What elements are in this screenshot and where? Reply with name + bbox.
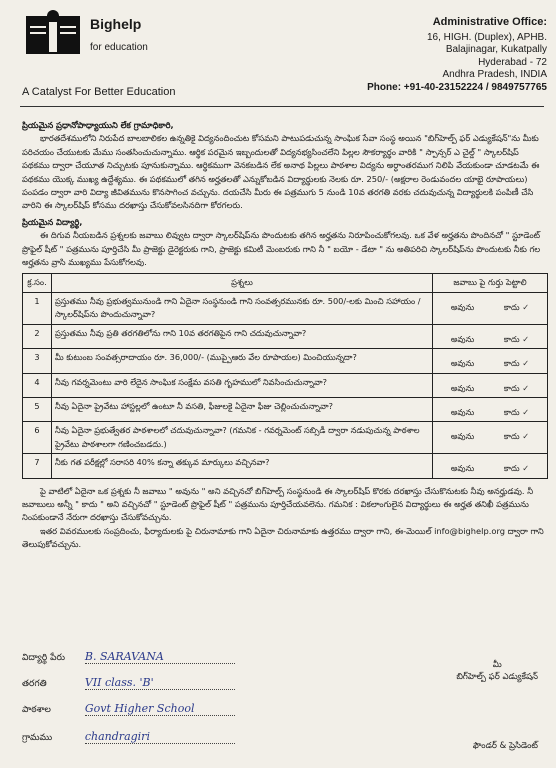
col-question: ప్రశ్నలు: [52, 274, 433, 292]
row-number: 4: [23, 373, 52, 397]
row-number: 7: [23, 454, 52, 478]
row-answer[interactable]: [433, 349, 548, 373]
school-row: [22, 702, 235, 717]
school-label: పాఠశాల: [22, 705, 51, 715]
row-answer[interactable]: [433, 292, 548, 324]
row-question: నీకు గత పరీక్షల్లో సరాసరి 40% కన్నా తక్కువ మార్కులు వచ్చినవా?: [52, 454, 433, 478]
yes-option[interactable]: అవును: [450, 382, 475, 393]
col-answer: జవాబు పై గుర్తు పెట్టాలి: [433, 274, 548, 292]
bighelp-logo: [24, 10, 82, 60]
brand-subtitle: for education: [90, 42, 148, 53]
village-field[interactable]: chandragiri: [85, 730, 235, 744]
check-mark-icon: ✓: [522, 382, 530, 393]
table-header: [23, 274, 548, 292]
row-answer[interactable]: [433, 397, 548, 421]
row-number: 5: [23, 397, 52, 421]
address-line: Andhra Pradesh, INDIA: [442, 69, 547, 80]
row-answer[interactable]: [433, 454, 548, 478]
col-sno: క్ర.సం.: [23, 274, 52, 292]
yes-option[interactable]: అవును: [450, 333, 475, 344]
intro-paragraph: భారతదేశములోని నిరుపేద బాలబాలికల ఉన్నతికై విద్యనందించుట కోసమని పాటుపడుచున్న సాంఘిక సేవా సంస్థ అయిన "బిగ్‌హెల్ప్ ఫర్ ఎడ్యుకేషన్"ను మీకు పరిచయం చేయుటకు మేము సంతసించుచున్నాము. ఆర్థిక పరమైన ఇబ్బందులతో విద్యనభ్యసించలేని పిల్లల సౌకర్యార్థం వారికి " స్పాన్సర్ ఎ చైల్డ్ " స్కాలర్‌షిప్ పథకము ద్వారా చేయూత నిచ్చుటకు పూనుకున్నాము. ఆర్థికముగా వెనకబడిన లేక అనాథ పిల్లలు పాఠశాల విద్యను అర్ధాంతరముగ నిలిపి వేయకుండా చూడటమే ఈ పథకము యొక్క ముఖ్య ఉద్దేశ్యము. ఈ పథకములో తగిన అర్హతలతో ఎన్నుకోబడిన విద్యార్థులకు నెలకు రూ. 250/- (అక్షరాల రెండువందల యాభై రూపాయలు) పంపడం ద్వారా వారి విద్యా జీవితమును కొనసాగించ వచ్చును. దయచేసి మీరు ఈ పత్రముగు 5 నుండి 10వ తరగతి వరకు చదువుచున్న విద్యార్థులకి పంపిణీ చేసి వారిని ఈ స్కాలర్‌షిప్ కోసము దరఖాస్తు చేసుకోవలసినదిగా కోరగలరు.: [22, 133, 540, 211]
village-row: [22, 730, 235, 745]
village-label: గ్రామము: [22, 733, 53, 743]
student-name-field[interactable]: B. SARAVANA: [85, 650, 235, 664]
no-option[interactable]: కాదు ✓: [503, 431, 530, 442]
student-name-label: విద్యార్థి పేరు: [22, 653, 65, 663]
letter-body: [22, 119, 546, 552]
check-mark-icon: ✓: [522, 333, 530, 344]
yes-option[interactable]: అవును: [450, 358, 475, 369]
signature-block: [456, 660, 538, 684]
row-question: ప్రస్తుతము నీవు ప్రతి తరగతిలోను గాని 10వ తరగతిపైన గాని చదువుచున్నావా?: [52, 324, 433, 348]
eligibility-note: పై వాటిలో ఏదైనా ఒక ప్రశ్నకు నీ జవాబు " అవును " అని వచ్చినచో బిగ్‌హెల్ప్ సంస్థనుండి ఈ స్కాలర్‌షిప్ కొరకు దరఖాస్తు చేసుకొనుటకు నీవు అనర్హుడవు. నీ జవాబులు అన్నీ " కాదు " అని వచ్చినచో " స్టూడెంట్ ప్రొఫైల్ షీట్ " పత్రమును పూర్తిచేయవలెను. గమనిక : వికలాంగులైన విద్యార్థులు ఈ అర్హత తనిఖీ పత్రమును నింపకుండానే నేరుగా దరఖాస్తు చేసుకోవచ్చును.: [22, 485, 534, 523]
table-row: [23, 454, 548, 478]
yes-option[interactable]: అవును: [450, 463, 475, 474]
phone: Phone: +91-40-23152224 / 9849757765: [367, 81, 547, 93]
address-line: 16, HIGH. (Duplex), APHB.: [426, 31, 547, 43]
row-answer[interactable]: [433, 373, 548, 397]
no-option[interactable]: కాదు ✓: [503, 406, 530, 417]
brand-name: Bighelp: [90, 16, 142, 32]
sign-line2: బిగ్‌హెల్ప్ ఫర్ ఎడ్యుకేషన్: [456, 672, 538, 682]
table-row: [23, 324, 548, 348]
no-option[interactable]: కాదు ✓: [503, 382, 530, 393]
yes-option[interactable]: అవును: [450, 301, 475, 312]
row-number: 1: [23, 292, 52, 324]
check-mark-icon: ✓: [522, 301, 530, 312]
row-question: ప్రస్తుతము నీవు ప్రభుత్వమునుండి గాని ఏదైనా సంస్థనుండి గాని సంవత్సరమునకు రూ. 500/-లకు మించి సహాయం / స్కాలర్‌షిప్‌ను పొందుచున్నావా?: [52, 292, 433, 324]
tagline: A Catalyst For Better Education: [22, 86, 176, 98]
no-option[interactable]: కాదు ✓: [503, 358, 530, 369]
yes-option[interactable]: అవును: [450, 406, 475, 417]
address-line: Hyderabad - 72: [478, 56, 547, 68]
table-row: [23, 292, 548, 324]
salutation-student: ప్రియమైన విద్యార్థి,: [22, 216, 83, 227]
check-mark-icon: ✓: [522, 431, 530, 442]
table-row: [23, 373, 548, 397]
table-row: [23, 422, 548, 454]
row-answer[interactable]: [433, 422, 548, 454]
table-row: [23, 397, 548, 421]
salutation-headmaster: ప్రియమైన ప్రధానోపాధ్యాయుని లేక గ్రామాధికారి,: [22, 120, 174, 130]
address-line: Balajinagar, Kukatpally: [445, 44, 547, 55]
check-mark-icon: ✓: [522, 406, 530, 417]
row-question: నీవు ఏదైనా ప్రభుత్వేతర పాఠశాలలో చదువుచున్నావా? (గమనిక - గవర్నమెంట్ సబ్సిడీ ద్వారా నడుపుచున్న పాఠశాల ప్రైవేటు పాఠశాలగా గణించబడదు.): [52, 422, 433, 454]
school-field[interactable]: Govt Higher School: [85, 702, 235, 716]
yes-option[interactable]: అవును: [450, 431, 475, 442]
no-option[interactable]: కాదు ✓: [503, 301, 530, 312]
header-divider: [20, 106, 544, 107]
instructions-paragraph: ఈ దిగువ నీయబడిన ప్రశ్నలకు జవాబు లివ్వుట ద్వారా స్కాలర్‌షిప్‌ను పొందుటకు తగిన అర్హతను నిరూపించుకోగలవు. ఒక వేళ అర్హతను పొందినచో " స్టూడెంట్ ప్రొఫైల్ షీట్ " పత్రమును పూర్తిచేసి మీ ప్రాజెక్టు డైరెక్టరుకు గాని, ప్రాజెక్టు కమిటీ మెంబరుకు గాని నీ " బయో - డేటా " ను అతిపరిచి స్కాలర్‌షిప్‌ను పొందుటకు నీకు గల అర్హతను వ్రాసి ముఖ్యము పేసుకోగలవు.: [22, 230, 541, 268]
row-question: మీ కుటుంబ సంవత్సరాదాయం రూ. 36,000/- (ముప్పైఆరు వేల రూపాయల) మించియున్నదా?: [52, 349, 433, 373]
row-question: నీవు ఏదైనా ప్రైవేటు హాస్టల్లలో ఉంటూ నీ వసతి, ఫీజులకై ఏదైనా ఫీజు చెల్లించుచున్నావా?: [52, 397, 433, 421]
contact-paragraph: ఇతర వివరములకు సంప్రదించు, ఫిర్యాదులకు పై చిరునామాకు గాని ఏదైనా చిరునామాకు ఉత్తరము ద్వారా గాని, ఈ-మెయిల్ info@bighelp.org ద్వారా గాని తెలుపుకోవచ్చును.: [22, 525, 544, 550]
no-option[interactable]: కాదు ✓: [503, 333, 530, 344]
row-question: నీవు గవర్నమెంటు వారి లేదైన సాంఘిక సంక్షేమ వసతి గృహములో నివసించుచున్నావా?: [52, 373, 433, 397]
eligibility-table: [22, 273, 548, 478]
office-heading: Administrative Office:: [432, 16, 547, 28]
class-field[interactable]: VII class. 'B': [85, 676, 235, 690]
row-answer[interactable]: [433, 324, 548, 348]
table-row: [23, 349, 548, 373]
office-address: [367, 16, 547, 94]
row-number: 6: [23, 422, 52, 454]
row-number: 3: [23, 349, 52, 373]
check-mark-icon: ✓: [522, 358, 530, 369]
row-number: 2: [23, 324, 52, 348]
class-label: తరగతి: [22, 679, 47, 689]
no-option[interactable]: కాదు ✓: [503, 463, 530, 474]
sign-line1: మీ: [492, 660, 502, 670]
student-name-row: [22, 650, 235, 665]
sign-title: ఫౌండర్ & ప్రెసిడెంట్: [472, 741, 538, 751]
class-row: [22, 676, 235, 691]
check-mark-icon: ✓: [522, 463, 530, 474]
